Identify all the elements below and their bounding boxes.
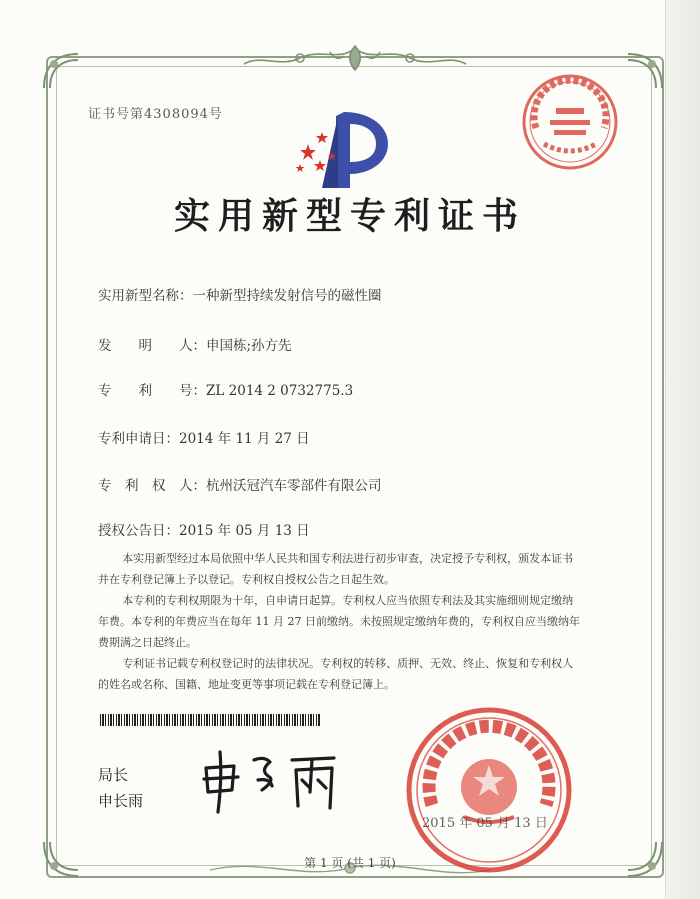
certificate-number: 证书号第4308094号: [88, 107, 223, 122]
signatory-title: 局长: [98, 766, 129, 784]
seal-date: 2015 年 05 月 13 日: [422, 816, 548, 831]
body-text: [98, 548, 584, 695]
paragraph-grant: 本实用新型经过本局依照中华人民共和国专利法进行初步审查，决定授予专利权，颁发本证书并在专利登记簿上予以登记。专利权自授权公告之日起生效。: [98, 552, 574, 586]
state-intellectual-property-office-seal: [404, 705, 574, 875]
signatory-name: 申长雨: [98, 792, 144, 810]
field-application-date: [98, 427, 310, 447]
top-flourish-ornament: [240, 42, 470, 74]
patent-office-emblem-icon: [292, 108, 396, 192]
field-utility-model-name: [98, 284, 382, 304]
handwritten-signature: [196, 746, 346, 818]
field-label: 专 利 权 人：: [98, 478, 206, 494]
field-patent-number: [98, 379, 353, 399]
page-number: 第 1 页 (共 1 页): [304, 856, 396, 870]
field-grant-date: [98, 519, 310, 539]
field-label: 专 利 号：: [98, 383, 206, 399]
field-label: 授权公告日：: [98, 523, 179, 539]
barcode: [100, 714, 320, 726]
field-value: 2015 年 05 月 13 日: [179, 523, 310, 539]
field-inventors: [98, 334, 292, 354]
field-value: 2014 年 11 月 27 日: [179, 431, 310, 447]
field-patentee: [98, 474, 382, 494]
page-edge-shadow: [665, 0, 700, 899]
field-value: ZL 2014 2 0732775.3: [206, 383, 354, 399]
field-value: 申国栋;孙方先: [206, 338, 292, 354]
paragraph-term: 本专利的专利权期限为十年，自申请日起算。专利权人应当依照专利法及其实施细则规定缴纳年费。本专利的年费应当在每年 11 月 27 日前缴纳。未按照规定缴纳年费的，专利权自应当缴纳年费期满之日起终止。: [98, 594, 580, 649]
field-label: 专利申请日：: [98, 431, 179, 447]
corner-ornament-top-left: [40, 50, 82, 92]
field-value: 杭州沃冠汽车零部件有限公司: [206, 478, 382, 494]
field-label: 发 明 人：: [98, 338, 206, 354]
corner-ornament-top-right: [624, 50, 666, 92]
field-value: 一种新型持续发射信号的磁性圈: [192, 288, 382, 304]
field-label: 实用新型名称：: [98, 288, 193, 304]
paragraph-legal-status: 专利证书记载专利权登记时的法律状况。专利权的转移、质押、无效、终止、恢复和专利权人的姓名或名称、国籍、地址变更等事项记载在专利登记簿上。: [98, 657, 574, 691]
certificate-title: 实用新型专利证书: [173, 195, 526, 237]
designated-agency-seal: [520, 72, 620, 172]
